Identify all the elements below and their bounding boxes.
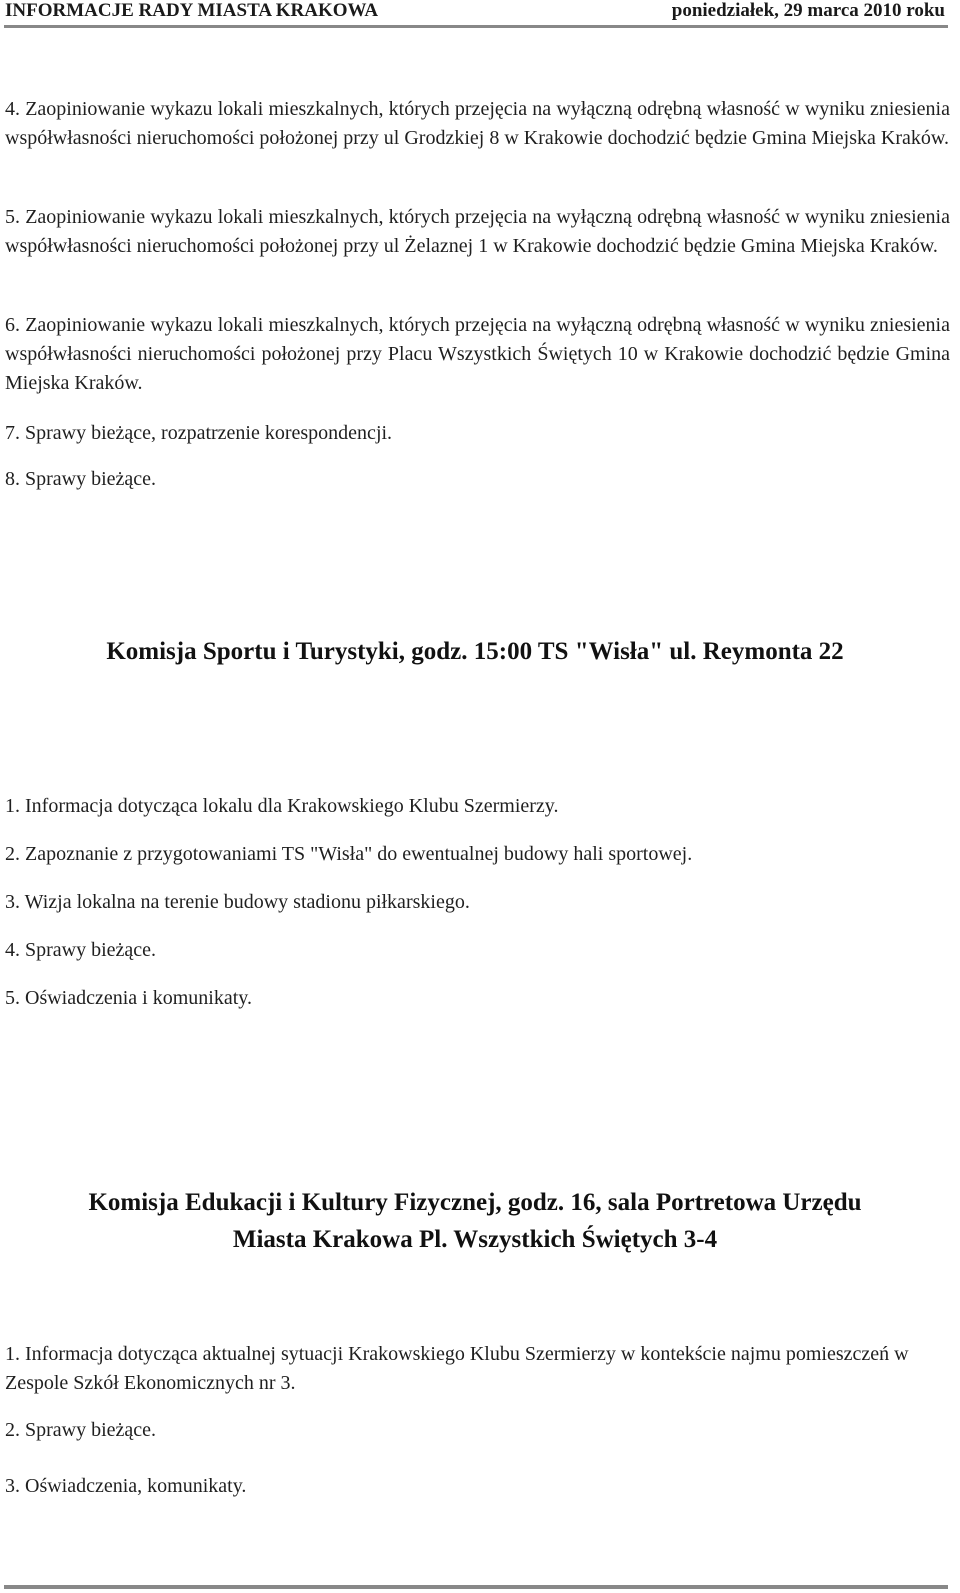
committee-heading-line1: Komisja Edukacji i Kultury Fizycznej, godz. 16, sala Portretowa Urzędu xyxy=(88,1189,862,1216)
agenda-item: 5. Oświadczenia i komunikaty. xyxy=(5,987,252,1009)
page-header xyxy=(0,0,960,26)
agenda-item: 4. Sprawy bieżące. xyxy=(5,939,157,961)
agenda-item: 2. Sprawy bieżące. xyxy=(5,1419,157,1441)
agenda-item: 5. Zaopiniowanie wykazu lokali mieszkalnych, których przejęcia na wyłączną odrębną własność w wyniku zniesienia współwłasności nieruchomości położonej przy ul Żelaznej 1 w Krakowie dochodzić będzie Gmina Miejska Kraków. xyxy=(5,206,950,257)
agenda-item: 1. Informacja dotycząca lokalu dla Krakowskiego Klubu Szermierzy. xyxy=(5,795,559,817)
agenda-item: 3. Oświadczenia, komunikaty. xyxy=(5,1475,247,1497)
agenda-item: 2. Zapoznanie z przygotowaniami TS "Wisła" do ewentualnej budowy hali sportowej. xyxy=(5,843,693,865)
committee-heading-line2: Miasta Krakowa Pl. Wszystkich Świętych 3-4 xyxy=(232,1226,718,1253)
footer-rule xyxy=(4,1585,948,1589)
agenda-item: 3. Wizja lokalna na terenie budowy stadionu piłkarskiego. xyxy=(5,891,470,913)
agenda-item: 1. Informacja dotycząca aktualnej sytuacji Krakowskiego Klubu Szermierzy w kontekście najmu pomieszczeń w Zespole Szkół Ekonomicznych nr 3. xyxy=(5,1343,909,1394)
agenda-item: 6. Zaopiniowanie wykazu lokali mieszkalnych, których przejęcia na wyłączną odrębną własność w wyniku zniesienia współwłasności nieruchomości położonej przy Placu Wszystkich Świętych 10 w Krakowie dochodzić będzie Gmina Miejska Kraków. xyxy=(5,314,950,394)
header-rule xyxy=(4,25,948,28)
committee-heading: Komisja Sportu i Turystyki, godz. 15:00 TS "Wisła" ul. Reymonta 22 xyxy=(106,638,844,665)
agenda-item: 7. Sprawy bieżące, rozpatrzenie korespondencji. xyxy=(5,422,393,444)
agenda-item: 8. Sprawy bieżące. xyxy=(5,468,157,490)
publication-title: INFORMACJE RADY MIASTA KRAKOWA xyxy=(5,0,379,21)
agenda-item: 4. Zaopiniowanie wykazu lokali mieszkalnych, których przejęcia na wyłączną odrębną własność w wyniku zniesienia współwłasności nieruchomości położonej przy ul Grodzkiej 8 w Krakowie dochodzić będzie Gmina Miejska Kraków. xyxy=(5,98,950,149)
publication-date: poniedziałek, 29 marca 2010 roku xyxy=(671,0,945,21)
